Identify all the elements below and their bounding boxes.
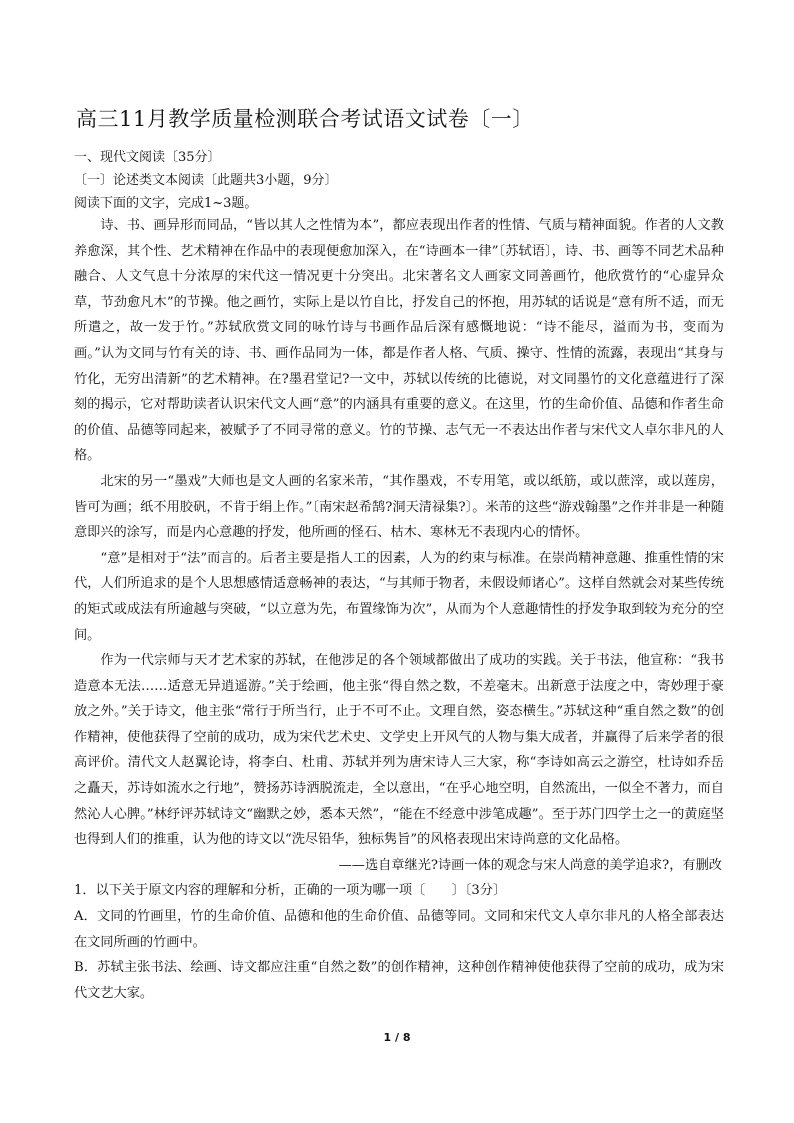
passage-paragraph: 诗、书、画异形而同品，“皆以其人之性情为本”，都应表现出作者的性情、气质与精神面貌。作者的人文教养愈深，其个性、艺术精神在作品中的表现便愈加深入，在“诗画本一律”〔苏轼语〕，诗、书、画等不同艺术品种融合、人文气息十分浓厚的宋代这一情况更十分突出。北宋著名文人画家文同善画竹，他欣赏竹的“心虚异众草，节劲愈凡木”的节操。他之画竹，实际上是以竹自比，抒发自己的怀抱，用苏轼的话说是“意有所不适，而无所遣之，故一发于竹。”苏轼欣赏文同的咏竹诗与书画作品后深有感慨地说：“诗不能尽，溢而为书，变而为画。”认为文同与竹有关的诗、书、画作品同为一体，都是作者人格、气质、操守、性情的流露，表现出“其身与竹化，无穷出清新”的艺术精神。在?墨君堂记?一文中，苏轼以传统的比德说，对文同墨竹的文化意蕴进行了深刻的揭示，它对帮助读者认识宋代文人画“意”的内涵具有重要的意义。在这里，竹的生命价值、品德和作者生命的价值、品德等同起来，被赋予了不同寻常的意义。竹的节操、志气无一不表达出作者与宋代文人卓尔非凡的人格。	[74, 218, 724, 464]
passage-paragraph: “意”是相对于“法”而言的。后者主要是指人工的因素，人为的约束与标准。在崇尚精神意趣、推重性情的宋代，人们所追求的是个人思想感情适意畅神的表达，“与其师于物者，未假设师诸心”。这样自然就会对某些传统的矩式或成法有所逾越与突破，“以立意为先，布置缘饰为次”，从而为个人意趣情性的抒发争取到较为充分的空间。	[74, 550, 724, 643]
exam-title: 高三11月教学质量检测联合考试语文试卷〔一〕	[76, 107, 534, 131]
subsection-heading-essay-reading: 〔一〕论述类文本阅读〔此题共3小题，9分〕	[74, 173, 338, 188]
option-a: A．文同的竹画里，竹的生命价值、品德和他的生命价值、品德等同。文同和宋代文人卓尔非凡的人格全部表达在文同所画的竹画中。	[74, 909, 724, 950]
passage-paragraph: 北宋的另一“墨戏”大师也是文人画的名家米芾，“其作墨戏，不专用笔，或以纸筋，或以蔗滓，或以莲房，皆可为画；纸不用胶矾，不肯于绢上作。”〔南宋赵希鹄?洞天清禄集?〕。米芾的这些“游戏翰墨”之作并非是一种随意即兴的涂写，而是内心意趣的抒发，他所画的怪石、枯木、寒林无不表现内心的情怀。	[74, 473, 724, 541]
page-number: 1 / 8	[383, 1031, 411, 1044]
reading-instruction: 阅读下面的文字，完成1~3题。	[74, 196, 258, 211]
passage-body	[74, 213, 724, 1006]
question-1: 1．以下关于原文内容的理解和分析，正确的一项为哪一项〔 〕〔3分〕	[74, 883, 507, 899]
passage-paragraph: 作为一代宗师与天才艺术家的苏轼，在他涉足的各个领域都做出了成功的实践。关于书法，他宣称：“我书造意本无法……适意无异逍遥游。”关于绘画，他主张“得自然之数，不差毫末。出新意于法度之中，寄妙理于豪放之外。”关于诗文，他主张“常行于所当行，止于不可不止。文理自然，姿态横生。”苏轼这种“重自然之数”的创作精神，使他获得了空前的成功，成为宋代艺术史、文学史上开风气的人物与集大成者，并赢得了后来学者的很高评价。清代文人赵翼论诗，将李白、杜甫、苏轼并列为唐宋诗人三大家，称“李诗如高云之游空，杜诗如乔岳之矗天，苏诗如流水之行地”，赞扬苏诗洒脱流走，全以意出，“在乎心地空明，自然流出，一似全不著力，而自然沁人心脾。”林纾评苏轼诗文“幽默之妙，悉本天然”，“能在不经意中涉笔成趣”。至于苏门四学士之一的黄庭坚也得到人们的推重，认为他的诗文以“洗尽铅华，独标隽旨”的风格表现出宋诗尚意的文化品格。	[74, 653, 724, 848]
option-b: B．苏轼主张书法、绘画、诗文都应注重“自然之数”的创作精神，这种创作精神使他获得了空前的成功，成为宋代文艺大家。	[74, 960, 724, 1001]
section-heading-modern-reading: 一、现代文阅读〔35分〕	[74, 150, 221, 165]
passage-source: ——选自章继光?诗画一体的观念与宋人尚意的美学追求?，有删改	[338, 857, 722, 873]
